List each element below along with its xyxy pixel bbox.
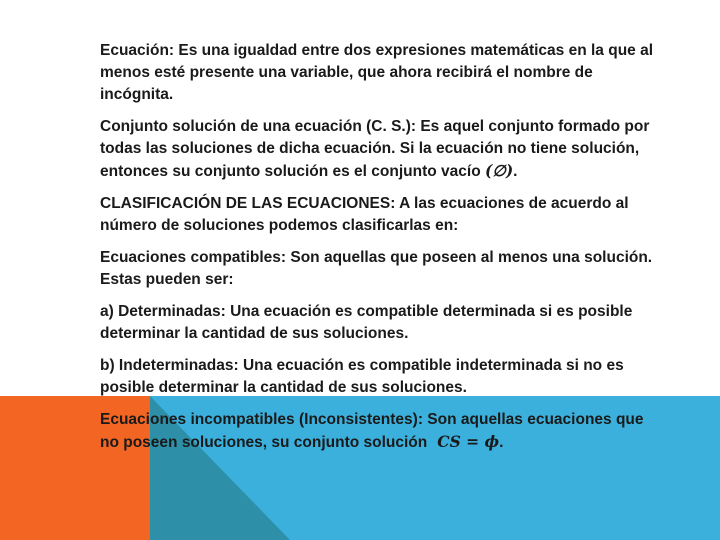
conjunto-solucion-text: Conjunto solución de una ecuación (C. S.): Es aquel conjunto formado por todas las soluciones de dicha ecuación. Si la ecuación no tiene solución, entonces su conjunto solución es el conjunto vacío — [100, 118, 650, 180]
incompatible-period: . — [499, 434, 504, 451]
conjunto-solucion-period: . — [513, 163, 518, 180]
incompatible-equations — [100, 409, 660, 454]
slide-text — [100, 40, 660, 464]
definition-ecuacion: Ecuación: Es una igualdad entre dos expresiones matemáticas en la que al menos esté presente una variable, que ahora recibirá el nombre de incógnita. — [100, 42, 654, 103]
determined-equations: a) Determinadas: Una ecuación es compatible determinada si es posible determinar la cantidad de sus soluciones. — [100, 303, 633, 342]
indetermined-equations: b) Indeterminadas: Una ecuación es compatible indeterminada si no es posible determinar la cantidad de sus soluciones. — [100, 357, 624, 396]
empty-solution-formula: CS = ϕ — [437, 432, 500, 451]
compatible-equations: Ecuaciones compatibles: Son aquellas que poseen al menos una solución. Estas pueden ser: — [100, 249, 653, 288]
incompatible-text: Ecuaciones incompatibles (Inconsistentes): Son aquellas ecuaciones que no poseen soluciones, su conjunto solución — [100, 411, 644, 451]
classification-heading: CLASIFICACIÓN DE LAS ECUACIONES: A las ecuaciones de acuerdo al número de soluciones podemos clasificarlas en: — [100, 195, 629, 234]
empty-set-symbol: (∅) — [484, 161, 514, 180]
definition-conjunto-solucion — [100, 116, 660, 183]
